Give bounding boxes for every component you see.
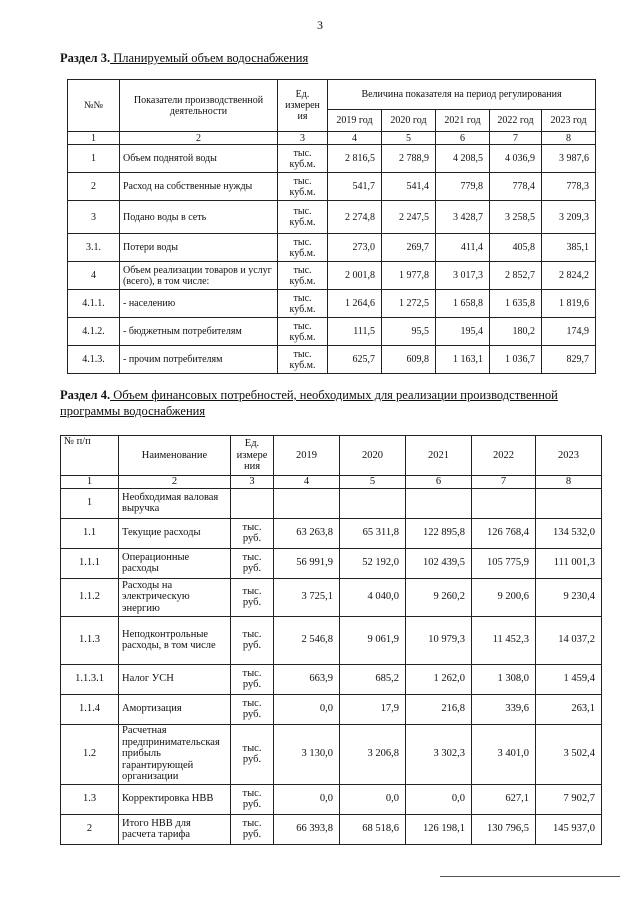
row-value: 1 977,8 (382, 262, 436, 290)
row-unit: тыс. куб.м. (278, 318, 328, 346)
table-row (61, 694, 602, 724)
row-value: 663,9 (274, 664, 340, 694)
row-value: 1 308,0 (472, 664, 536, 694)
row-value: 541,7 (328, 173, 382, 201)
table-row (61, 784, 602, 814)
header-value: Величина показателя на период регулирования (328, 80, 596, 110)
row-value: 625,7 (328, 346, 382, 374)
row-unit: тыс. куб.м. (278, 173, 328, 201)
section3-title-text: Планируемый объем водоснабжения (110, 51, 309, 65)
row-unit: тыс. куб.м. (278, 346, 328, 374)
row-number: 3.1. (68, 234, 120, 262)
row-value: 778,4 (490, 173, 542, 201)
row-value: 122 895,8 (406, 518, 472, 548)
footer-rule (440, 876, 620, 877)
index-cell: 5 (340, 476, 406, 489)
index-row (61, 476, 602, 489)
row-number: 4 (68, 262, 120, 290)
row-value: 339,6 (472, 694, 536, 724)
index-cell: 2 (120, 132, 278, 145)
row-unit: тыс. руб. (231, 694, 274, 724)
row-unit: тыс. руб. (231, 664, 274, 694)
row-value: 1 658,8 (436, 290, 490, 318)
row-name: Корректировка НВВ (119, 784, 231, 814)
header-name: Наименование (119, 436, 231, 476)
row-name: - бюджетным потребителям (120, 318, 278, 346)
row-name: Объем поднятой воды (120, 145, 278, 173)
header-year: 2023 год (542, 110, 596, 132)
row-value: 2 816,5 (328, 145, 382, 173)
page-number: 3 (317, 18, 323, 32)
header-year: 2020 год (382, 110, 436, 132)
row-name: Потери воды (120, 234, 278, 262)
table-row (61, 488, 602, 518)
row-value: 9 260,2 (406, 578, 472, 616)
row-value: 68 518,6 (340, 814, 406, 844)
row-value: 134 532,0 (536, 518, 602, 548)
row-number: 1.1.4 (61, 694, 119, 724)
row-value: 779,8 (436, 173, 490, 201)
table-row (61, 548, 602, 578)
row-name: Амортизация (119, 694, 231, 724)
header-year: 2021 год (436, 110, 490, 132)
table-row (68, 145, 596, 173)
header-unit: Ед. измерен ия (278, 80, 328, 132)
row-number: 1.1.1 (61, 548, 119, 578)
header-year: 2022 год (490, 110, 542, 132)
row-unit: тыс. руб. (231, 518, 274, 548)
table-row (61, 664, 602, 694)
row-value: 126 198,1 (406, 814, 472, 844)
table-row (61, 724, 602, 784)
row-value: 4 040,0 (340, 578, 406, 616)
row-number: 4.1.3. (68, 346, 120, 374)
index-cell: 6 (436, 132, 490, 145)
row-value: 0,0 (406, 784, 472, 814)
row-value (274, 488, 340, 518)
header-year: 2019 год (328, 110, 382, 132)
index-row (68, 132, 596, 145)
row-value: 405,8 (490, 234, 542, 262)
index-cell: 3 (278, 132, 328, 145)
row-value: 829,7 (542, 346, 596, 374)
row-value: 778,3 (542, 173, 596, 201)
header-unit: Ед. измере ния (231, 436, 274, 476)
index-cell: 2 (119, 476, 231, 489)
row-unit: тыс. руб. (231, 814, 274, 844)
row-number: 1.3 (61, 784, 119, 814)
row-value: 1 036,7 (490, 346, 542, 374)
row-value: 3 502,4 (536, 724, 602, 784)
header-year: 2021 (406, 436, 472, 476)
row-number: 1.1.2 (61, 578, 119, 616)
row-number: 4.1.1. (68, 290, 120, 318)
row-name: Налог УСН (119, 664, 231, 694)
row-value: 2 247,5 (382, 201, 436, 234)
table-row (61, 616, 602, 664)
row-value: 0,0 (340, 784, 406, 814)
row-value: 130 796,5 (472, 814, 536, 844)
row-value: 1 272,5 (382, 290, 436, 318)
row-value: 66 393,8 (274, 814, 340, 844)
index-cell: 1 (68, 132, 120, 145)
row-value: 1 264,6 (328, 290, 382, 318)
table-row (68, 234, 596, 262)
row-name: Объем реализации товаров и услуг (всего), в том числе: (120, 262, 278, 290)
header-year: 2022 (472, 436, 536, 476)
row-value: 3 428,7 (436, 201, 490, 234)
row-unit (231, 488, 274, 518)
index-cell: 8 (536, 476, 602, 489)
index-cell: 6 (406, 476, 472, 489)
row-unit: тыс. куб.м. (278, 201, 328, 234)
row-value: 627,1 (472, 784, 536, 814)
row-value: 9 230,4 (536, 578, 602, 616)
section4-title-bold: Раздел 4. (60, 388, 111, 402)
row-name: Расчетная предпринимательская прибыль гарантирующей организации (119, 724, 231, 784)
row-value: 385,1 (542, 234, 596, 262)
row-name: Текущие расходы (119, 518, 231, 548)
row-value: 3 725,1 (274, 578, 340, 616)
row-value: 541,4 (382, 173, 436, 201)
row-value: 195,4 (436, 318, 490, 346)
row-number: 4.1.2. (68, 318, 120, 346)
row-value: 2 274,8 (328, 201, 382, 234)
row-value: 63 263,8 (274, 518, 340, 548)
row-value: 2 788,9 (382, 145, 436, 173)
row-value: 105 775,9 (472, 548, 536, 578)
row-value: 9 200,6 (472, 578, 536, 616)
row-number: 1.2 (61, 724, 119, 784)
row-value: 2 824,2 (542, 262, 596, 290)
row-value: 145 937,0 (536, 814, 602, 844)
row-value (406, 488, 472, 518)
row-value (472, 488, 536, 518)
row-value: 10 979,3 (406, 616, 472, 664)
row-value: 56 991,9 (274, 548, 340, 578)
row-name: Необходимая валовая выручка (119, 488, 231, 518)
table-row (68, 262, 596, 290)
table-row (68, 318, 596, 346)
row-value: 7 902,7 (536, 784, 602, 814)
section3-title-bold: Раздел 3. (60, 51, 111, 65)
row-value: 609,8 (382, 346, 436, 374)
row-unit: тыс. куб.м. (278, 234, 328, 262)
row-value: 9 061,9 (340, 616, 406, 664)
index-cell: 1 (61, 476, 119, 489)
row-value: 3 987,6 (542, 145, 596, 173)
row-name: - прочим потребителям (120, 346, 278, 374)
row-number: 1.1 (61, 518, 119, 548)
row-value: 1 262,0 (406, 664, 472, 694)
row-value: 269,7 (382, 234, 436, 262)
row-value: 65 311,8 (340, 518, 406, 548)
row-value: 4 036,9 (490, 145, 542, 173)
row-name: Неподконтрольные расходы, в том числе (119, 616, 231, 664)
row-value: 263,1 (536, 694, 602, 724)
row-value: 3 258,5 (490, 201, 542, 234)
row-name: Итого НВВ для расчета тарифа (119, 814, 231, 844)
row-value: 1 635,8 (490, 290, 542, 318)
row-value: 1 819,6 (542, 290, 596, 318)
row-value: 2 546,8 (274, 616, 340, 664)
row-value: 3 017,3 (436, 262, 490, 290)
row-number: 1.1.3.1 (61, 664, 119, 694)
index-cell: 4 (328, 132, 382, 145)
header-year: 2020 (340, 436, 406, 476)
header-year: 2019 (274, 436, 340, 476)
row-value: 1 163,1 (436, 346, 490, 374)
row-name: - населению (120, 290, 278, 318)
row-value: 111 001,3 (536, 548, 602, 578)
row-value: 411,4 (436, 234, 490, 262)
row-value: 3 130,0 (274, 724, 340, 784)
row-value: 2 852,7 (490, 262, 542, 290)
row-value: 4 208,5 (436, 145, 490, 173)
row-value: 3 302,3 (406, 724, 472, 784)
row-unit: тыс. руб. (231, 724, 274, 784)
section4-table (60, 435, 602, 845)
section4-title-text: Объем финансовых потребностей, необходимых для реализации производственной программы водоснабжения (60, 388, 558, 418)
row-value: 11 452,3 (472, 616, 536, 664)
row-value: 2 001,8 (328, 262, 382, 290)
row-unit: тыс. руб. (231, 616, 274, 664)
row-number: 2 (61, 814, 119, 844)
row-value: 3 206,8 (340, 724, 406, 784)
index-cell: 7 (472, 476, 536, 489)
table-row (61, 814, 602, 844)
index-cell: 8 (542, 132, 596, 145)
row-number: 1 (68, 145, 120, 173)
section3-title (60, 50, 308, 66)
row-value: 17,9 (340, 694, 406, 724)
row-value: 3 401,0 (472, 724, 536, 784)
row-value: 0,0 (274, 784, 340, 814)
row-unit: тыс. куб.м. (278, 145, 328, 173)
header-num: № п/п (61, 436, 119, 476)
table-row (68, 346, 596, 374)
index-cell: 3 (231, 476, 274, 489)
row-unit: тыс. куб.м. (278, 290, 328, 318)
row-value: 111,5 (328, 318, 382, 346)
table-row (68, 201, 596, 234)
row-value: 95,5 (382, 318, 436, 346)
index-cell: 5 (382, 132, 436, 145)
row-value: 126 768,4 (472, 518, 536, 548)
row-number: 1 (61, 488, 119, 518)
row-value: 0,0 (274, 694, 340, 724)
table-row (61, 578, 602, 616)
table-row (68, 173, 596, 201)
row-value: 102 439,5 (406, 548, 472, 578)
row-unit: тыс. руб. (231, 548, 274, 578)
row-unit: тыс. куб.м. (278, 262, 328, 290)
header-year: 2023 (536, 436, 602, 476)
row-value: 685,2 (340, 664, 406, 694)
row-name: Расход на собственные нужды (120, 173, 278, 201)
section4-title (60, 387, 620, 419)
index-cell: 7 (490, 132, 542, 145)
header-num: №№ (68, 80, 120, 132)
row-value: 174,9 (542, 318, 596, 346)
row-value: 3 209,3 (542, 201, 596, 234)
row-value (340, 488, 406, 518)
row-value (536, 488, 602, 518)
row-unit: тыс. руб. (231, 784, 274, 814)
row-number: 3 (68, 201, 120, 234)
row-value: 1 459,4 (536, 664, 602, 694)
section3-table (67, 79, 596, 374)
row-unit: тыс. руб. (231, 578, 274, 616)
index-cell: 4 (274, 476, 340, 489)
row-value: 216,8 (406, 694, 472, 724)
table-row (68, 290, 596, 318)
row-value: 180,2 (490, 318, 542, 346)
row-name: Расходы на электрическую энергию (119, 578, 231, 616)
row-value: 52 192,0 (340, 548, 406, 578)
row-value: 273,0 (328, 234, 382, 262)
row-name: Операционные расходы (119, 548, 231, 578)
row-value: 14 037,2 (536, 616, 602, 664)
table-row (61, 518, 602, 548)
row-number: 1.1.3 (61, 616, 119, 664)
row-name: Подано воды в сеть (120, 201, 278, 234)
row-number: 2 (68, 173, 120, 201)
header-indicator: Показатели производственной деятельности (120, 80, 278, 132)
